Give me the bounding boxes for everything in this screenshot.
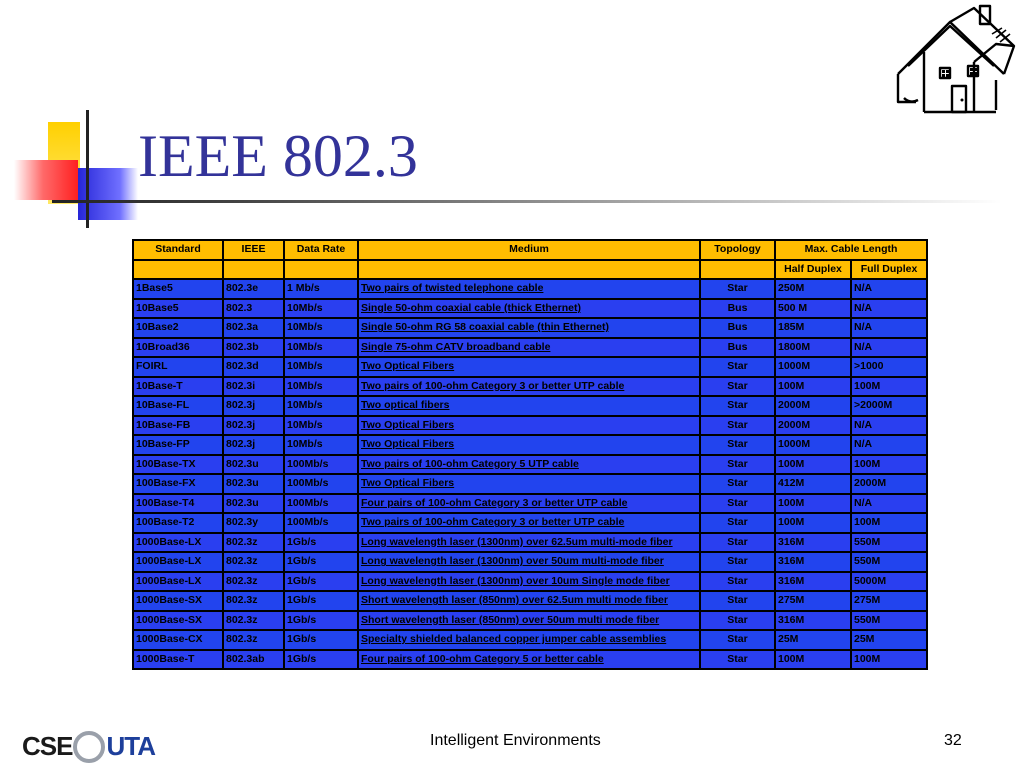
cell-ieee: 802.3z <box>223 533 284 553</box>
cell-medium: Single 50-ohm RG 58 coaxial cable (thin Ethernet) <box>358 318 700 338</box>
cse-uta-logo: CSE UTA <box>22 726 155 766</box>
table-row <box>133 299 927 319</box>
cell-medium: Two Optical Fibers <box>358 416 700 436</box>
cell-half-duplex: 316M <box>775 552 851 572</box>
title-deco-red <box>14 160 78 200</box>
cell-half-duplex: 100M <box>775 513 851 533</box>
cell-topology: Star <box>700 591 775 611</box>
cell-half-duplex: 2000M <box>775 416 851 436</box>
cell-half-duplex: 412M <box>775 474 851 494</box>
cell-standard: 100Base-T4 <box>133 494 223 514</box>
cell-full-duplex: 550M <box>851 552 927 572</box>
cell-ieee: 802.3z <box>223 572 284 592</box>
cell-ieee: 802.3u <box>223 455 284 475</box>
cell-full-duplex: 100M <box>851 513 927 533</box>
cell-full-duplex: 25M <box>851 630 927 650</box>
table-row <box>133 279 927 299</box>
cell-topology: Bus <box>700 338 775 358</box>
cell-ieee: 802.3u <box>223 494 284 514</box>
cell-half-duplex: 100M <box>775 650 851 670</box>
cell-topology: Bus <box>700 299 775 319</box>
cell-ieee: 802.3a <box>223 318 284 338</box>
cell-standard: 100Base-FX <box>133 474 223 494</box>
cell-standard: 10Base-T <box>133 377 223 397</box>
cell-full-duplex: N/A <box>851 299 927 319</box>
cell-data-rate: 100Mb/s <box>284 513 358 533</box>
table-row <box>133 533 927 553</box>
table-row <box>133 552 927 572</box>
cell-medium: Four pairs of 100-ohm Category 5 or better cable <box>358 650 700 670</box>
cell-full-duplex: >1000 <box>851 357 927 377</box>
cell-data-rate: 1Gb/s <box>284 533 358 553</box>
cell-half-duplex: 2000M <box>775 396 851 416</box>
cell-standard: 1000Base-LX <box>133 572 223 592</box>
cell-full-duplex: >2000M <box>851 396 927 416</box>
cell-full-duplex: 550M <box>851 533 927 553</box>
cell-standard: 1000Base-LX <box>133 533 223 553</box>
cell-half-duplex: 1000M <box>775 435 851 455</box>
cell-full-duplex: 275M <box>851 591 927 611</box>
cell-topology: Star <box>700 435 775 455</box>
cell-standard: 100Base-TX <box>133 455 223 475</box>
cell-topology: Star <box>700 630 775 650</box>
cell-ieee: 802.3j <box>223 396 284 416</box>
cell-medium: Long wavelength laser (1300nm) over 50um multi-mode fiber <box>358 552 700 572</box>
cell-ieee: 802.3y <box>223 513 284 533</box>
cell-data-rate: 10Mb/s <box>284 338 358 358</box>
header-max-cable-length: Max. Cable Length <box>775 240 927 260</box>
cell-ieee: 802.3u <box>223 474 284 494</box>
cell-medium: Two pairs of 100-ohm Category 3 or better UTP cable <box>358 513 700 533</box>
cell-medium: Two pairs of twisted telephone cable <box>358 279 700 299</box>
cell-data-rate: 1Gb/s <box>284 552 358 572</box>
cell-medium: Two optical fibers <box>358 396 700 416</box>
cell-topology: Star <box>700 533 775 553</box>
cell-data-rate: 10Mb/s <box>284 318 358 338</box>
cell-medium: Short wavelength laser (850nm) over 62.5um multi mode fiber <box>358 591 700 611</box>
footer-course-title: Intelligent Environments <box>430 732 601 749</box>
cell-half-duplex: 316M <box>775 533 851 553</box>
cell-half-duplex: 316M <box>775 572 851 592</box>
cell-topology: Star <box>700 416 775 436</box>
cell-full-duplex: 5000M <box>851 572 927 592</box>
subheader-empty <box>700 260 775 280</box>
cell-ieee: 802.3z <box>223 630 284 650</box>
subheader-empty <box>358 260 700 280</box>
cell-standard: 1000Base-SX <box>133 611 223 631</box>
cell-ieee: 802.3j <box>223 435 284 455</box>
header-data-rate: Data Rate <box>284 240 358 260</box>
table-row <box>133 611 927 631</box>
cell-medium: Specialty shielded balanced copper jumper cable assemblies <box>358 630 700 650</box>
header-full-duplex: Full Duplex <box>851 260 927 280</box>
cell-data-rate: 10Mb/s <box>284 435 358 455</box>
cell-ieee: 802.3d <box>223 357 284 377</box>
cell-half-duplex: 1800M <box>775 338 851 358</box>
cell-medium: Two Optical Fibers <box>358 435 700 455</box>
cell-half-duplex: 100M <box>775 494 851 514</box>
table-row <box>133 513 927 533</box>
table-row <box>133 591 927 611</box>
subheader-empty <box>284 260 358 280</box>
cell-half-duplex: 100M <box>775 377 851 397</box>
cell-half-duplex: 316M <box>775 611 851 631</box>
cell-topology: Star <box>700 513 775 533</box>
table-body <box>133 279 927 669</box>
cell-half-duplex: 185M <box>775 318 851 338</box>
cell-half-duplex: 100M <box>775 455 851 475</box>
table-row <box>133 474 927 494</box>
cell-data-rate: 100Mb/s <box>284 455 358 475</box>
cell-medium: Two pairs of 100-ohm Category 5 UTP cable <box>358 455 700 475</box>
cell-data-rate: 10Mb/s <box>284 357 358 377</box>
cell-ieee: 802.3j <box>223 416 284 436</box>
subheader-empty <box>133 260 223 280</box>
table-row <box>133 630 927 650</box>
cell-ieee: 802.3z <box>223 591 284 611</box>
cell-topology: Star <box>700 611 775 631</box>
table-header-row <box>133 240 927 260</box>
cell-standard: 10Base-FB <box>133 416 223 436</box>
cell-ieee: 802.3e <box>223 279 284 299</box>
cell-full-duplex: N/A <box>851 338 927 358</box>
cell-topology: Star <box>700 552 775 572</box>
table-row <box>133 416 927 436</box>
title-deco-vertical-line <box>86 110 89 228</box>
cell-standard: 1Base5 <box>133 279 223 299</box>
cell-medium: Two pairs of 100-ohm Category 3 or better UTP cable <box>358 377 700 397</box>
cell-data-rate: 100Mb/s <box>284 474 358 494</box>
cell-full-duplex: N/A <box>851 318 927 338</box>
cell-standard: 10Broad36 <box>133 338 223 358</box>
cell-full-duplex: N/A <box>851 279 927 299</box>
cell-topology: Star <box>700 474 775 494</box>
table-row <box>133 435 927 455</box>
table-row <box>133 377 927 397</box>
cell-topology: Star <box>700 357 775 377</box>
table-row <box>133 396 927 416</box>
cell-standard: 10Base-FL <box>133 396 223 416</box>
cell-topology: Star <box>700 377 775 397</box>
page-number: 32 <box>944 732 962 749</box>
cell-medium: Single 50-ohm coaxial cable (thick Ethernet) <box>358 299 700 319</box>
header-half-duplex: Half Duplex <box>775 260 851 280</box>
cell-full-duplex: N/A <box>851 416 927 436</box>
ieee-802-3-table <box>132 239 928 670</box>
header-standard: Standard <box>133 240 223 260</box>
cell-data-rate: 1Gb/s <box>284 611 358 631</box>
cell-data-rate: 10Mb/s <box>284 396 358 416</box>
cell-data-rate: 100Mb/s <box>284 494 358 514</box>
subheader-empty <box>223 260 284 280</box>
cell-medium: Four pairs of 100-ohm Category 3 or better UTP cable <box>358 494 700 514</box>
cell-standard: 10Base2 <box>133 318 223 338</box>
cell-ieee: 802.3i <box>223 377 284 397</box>
header-medium: Medium <box>358 240 700 260</box>
table-row <box>133 494 927 514</box>
table-row <box>133 318 927 338</box>
cell-data-rate: 10Mb/s <box>284 377 358 397</box>
cell-standard: 1000Base-T <box>133 650 223 670</box>
cell-medium: Long wavelength laser (1300nm) over 62.5um multi-mode fiber <box>358 533 700 553</box>
cell-full-duplex: 100M <box>851 377 927 397</box>
cell-medium: Single 75-ohm CATV broadband cable <box>358 338 700 358</box>
cell-standard: 1000Base-CX <box>133 630 223 650</box>
table-row <box>133 650 927 670</box>
cell-data-rate: 1Gb/s <box>284 650 358 670</box>
cell-data-rate: 1 Mb/s <box>284 279 358 299</box>
cell-ieee: 802.3b <box>223 338 284 358</box>
cell-full-duplex: 550M <box>851 611 927 631</box>
cell-ieee: 802.3z <box>223 552 284 572</box>
cell-standard: FOIRL <box>133 357 223 377</box>
cell-topology: Bus <box>700 318 775 338</box>
cell-medium: Two Optical Fibers <box>358 357 700 377</box>
cell-ieee: 802.3z <box>223 611 284 631</box>
cell-data-rate: 10Mb/s <box>284 416 358 436</box>
cell-medium: Long wavelength laser (1300nm) over 10um Single mode fiber <box>358 572 700 592</box>
cell-topology: Star <box>700 572 775 592</box>
table-row <box>133 338 927 358</box>
cell-half-duplex: 1000M <box>775 357 851 377</box>
title-underline <box>52 200 1002 203</box>
cell-full-duplex: 100M <box>851 650 927 670</box>
header-ieee: IEEE <box>223 240 284 260</box>
cell-half-duplex: 500 M <box>775 299 851 319</box>
cell-topology: Star <box>700 396 775 416</box>
cell-topology: Star <box>700 494 775 514</box>
cell-half-duplex: 25M <box>775 630 851 650</box>
cell-full-duplex: 2000M <box>851 474 927 494</box>
cell-standard: 1000Base-LX <box>133 552 223 572</box>
cell-standard: 1000Base-SX <box>133 591 223 611</box>
cell-full-duplex: 100M <box>851 455 927 475</box>
cell-data-rate: 10Mb/s <box>284 299 358 319</box>
cell-topology: Star <box>700 279 775 299</box>
cell-half-duplex: 275M <box>775 591 851 611</box>
cell-ieee: 802.3ab <box>223 650 284 670</box>
table-row <box>133 357 927 377</box>
cell-data-rate: 1Gb/s <box>284 591 358 611</box>
cell-full-duplex: N/A <box>851 494 927 514</box>
cell-full-duplex: N/A <box>851 435 927 455</box>
cell-topology: Star <box>700 455 775 475</box>
cell-data-rate: 1Gb/s <box>284 572 358 592</box>
house-icon <box>896 2 1020 122</box>
table-subheader-row <box>133 260 927 280</box>
slide-title: IEEE 802.3 <box>138 123 418 189</box>
cell-topology: Star <box>700 650 775 670</box>
cell-medium: Short wavelength laser (850nm) over 50um multi mode fiber <box>358 611 700 631</box>
cell-standard: 10Base-FP <box>133 435 223 455</box>
cell-standard: 10Base5 <box>133 299 223 319</box>
cell-standard: 100Base-T2 <box>133 513 223 533</box>
cell-half-duplex: 250M <box>775 279 851 299</box>
cell-data-rate: 1Gb/s <box>284 630 358 650</box>
table-row <box>133 572 927 592</box>
table-row <box>133 455 927 475</box>
cell-ieee: 802.3 <box>223 299 284 319</box>
cell-medium: Two Optical Fibers <box>358 474 700 494</box>
header-topology: Topology <box>700 240 775 260</box>
